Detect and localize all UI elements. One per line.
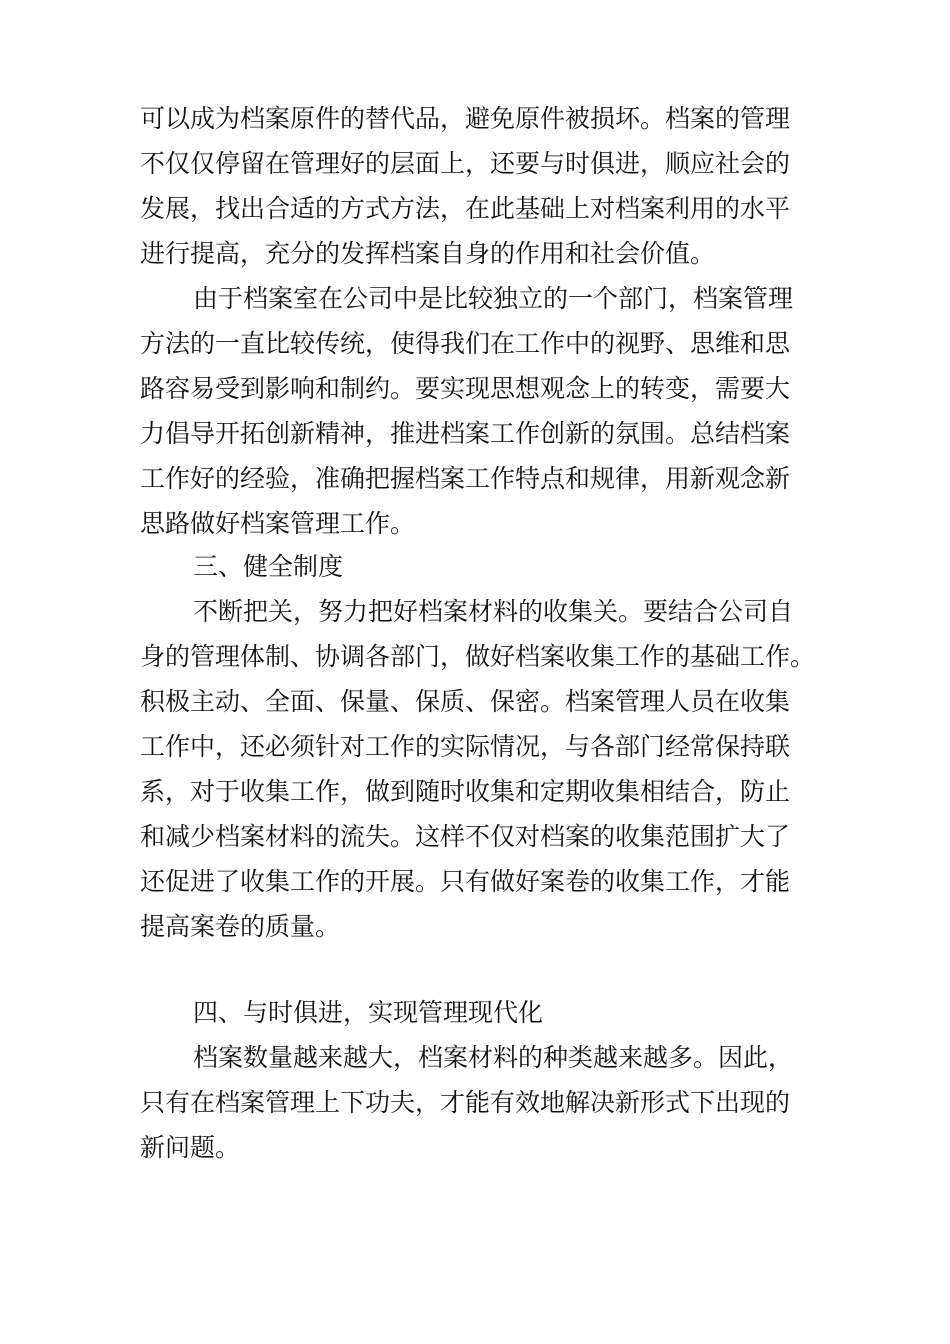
paragraph-2-line-5: 工作好的经验，准确把握档案工作特点和规律，用新观念新 <box>140 464 791 493</box>
paragraph-3-line-2: 身的管理体制、协调各部门，做好档案收集工作的基础工作。 <box>140 642 816 671</box>
paragraph-3-line-1: 不断把关，努力把好档案材料的收集关。要结合公司自 <box>193 597 794 626</box>
paragraph-1-line-4: 进行提高，充分的发挥档案自身的作用和社会价值。 <box>140 239 716 268</box>
paragraph-3-line-7: 还促进了收集工作的开展。只有做好案卷的收集工作，才能 <box>140 867 791 896</box>
paragraph-1-line-1: 可以成为档案原件的替代品，避免原件被损坏。档案的管理 <box>140 104 791 133</box>
paragraph-4-line-2: 只有在档案管理上下功夫，才能有效地解决新形式下出现的 <box>140 1088 791 1117</box>
paragraph-2-line-6: 思路做好档案管理工作。 <box>140 509 416 538</box>
paragraph-3-line-5: 系，对于收集工作，做到随时收集和定期收集相结合，防止 <box>140 777 791 806</box>
paragraph-3-line-4: 工作中，还必须针对工作的实际情况，与各部门经常保持联 <box>140 732 791 761</box>
paragraph-3-line-3: 积极主动、全面、保量、保质、保密。档案管理人员在收集 <box>140 687 791 716</box>
section-heading-4: 四、与时俱进，实现管理现代化 <box>193 998 544 1027</box>
paragraph-2-line-2: 方法的一直比较传统，使得我们在工作中的视野、思维和思 <box>140 329 791 358</box>
paragraph-3-line-6: 和减少档案材料的流失。这样不仅对档案的收集范围扩大了 <box>140 822 791 851</box>
paragraph-2-line-1: 由于档案室在公司中是比较独立的一个部门，档案管理 <box>193 284 794 313</box>
paragraph-1-line-2: 不仅仅停留在管理好的层面上，还要与时俱进，顺应社会的 <box>140 149 791 178</box>
paragraph-4-line-1: 档案数量越来越大，档案材料的种类越来越多。因此， <box>193 1043 794 1072</box>
paragraph-3-line-8: 提高案卷的质量。 <box>140 912 341 941</box>
paragraph-2-line-4: 力倡导开拓创新精神，推进档案工作创新的氛围。总结档案 <box>140 419 791 448</box>
paragraph-4-line-3: 新问题。 <box>140 1133 241 1162</box>
section-heading-3: 三、健全制度 <box>193 552 344 581</box>
paragraph-2-line-3: 路容易受到影响和制约。要实现思想观念上的转变，需要大 <box>140 374 791 403</box>
paragraph-1-line-3: 发展，找出合适的方式方法，在此基础上对档案利用的水平 <box>140 194 791 223</box>
